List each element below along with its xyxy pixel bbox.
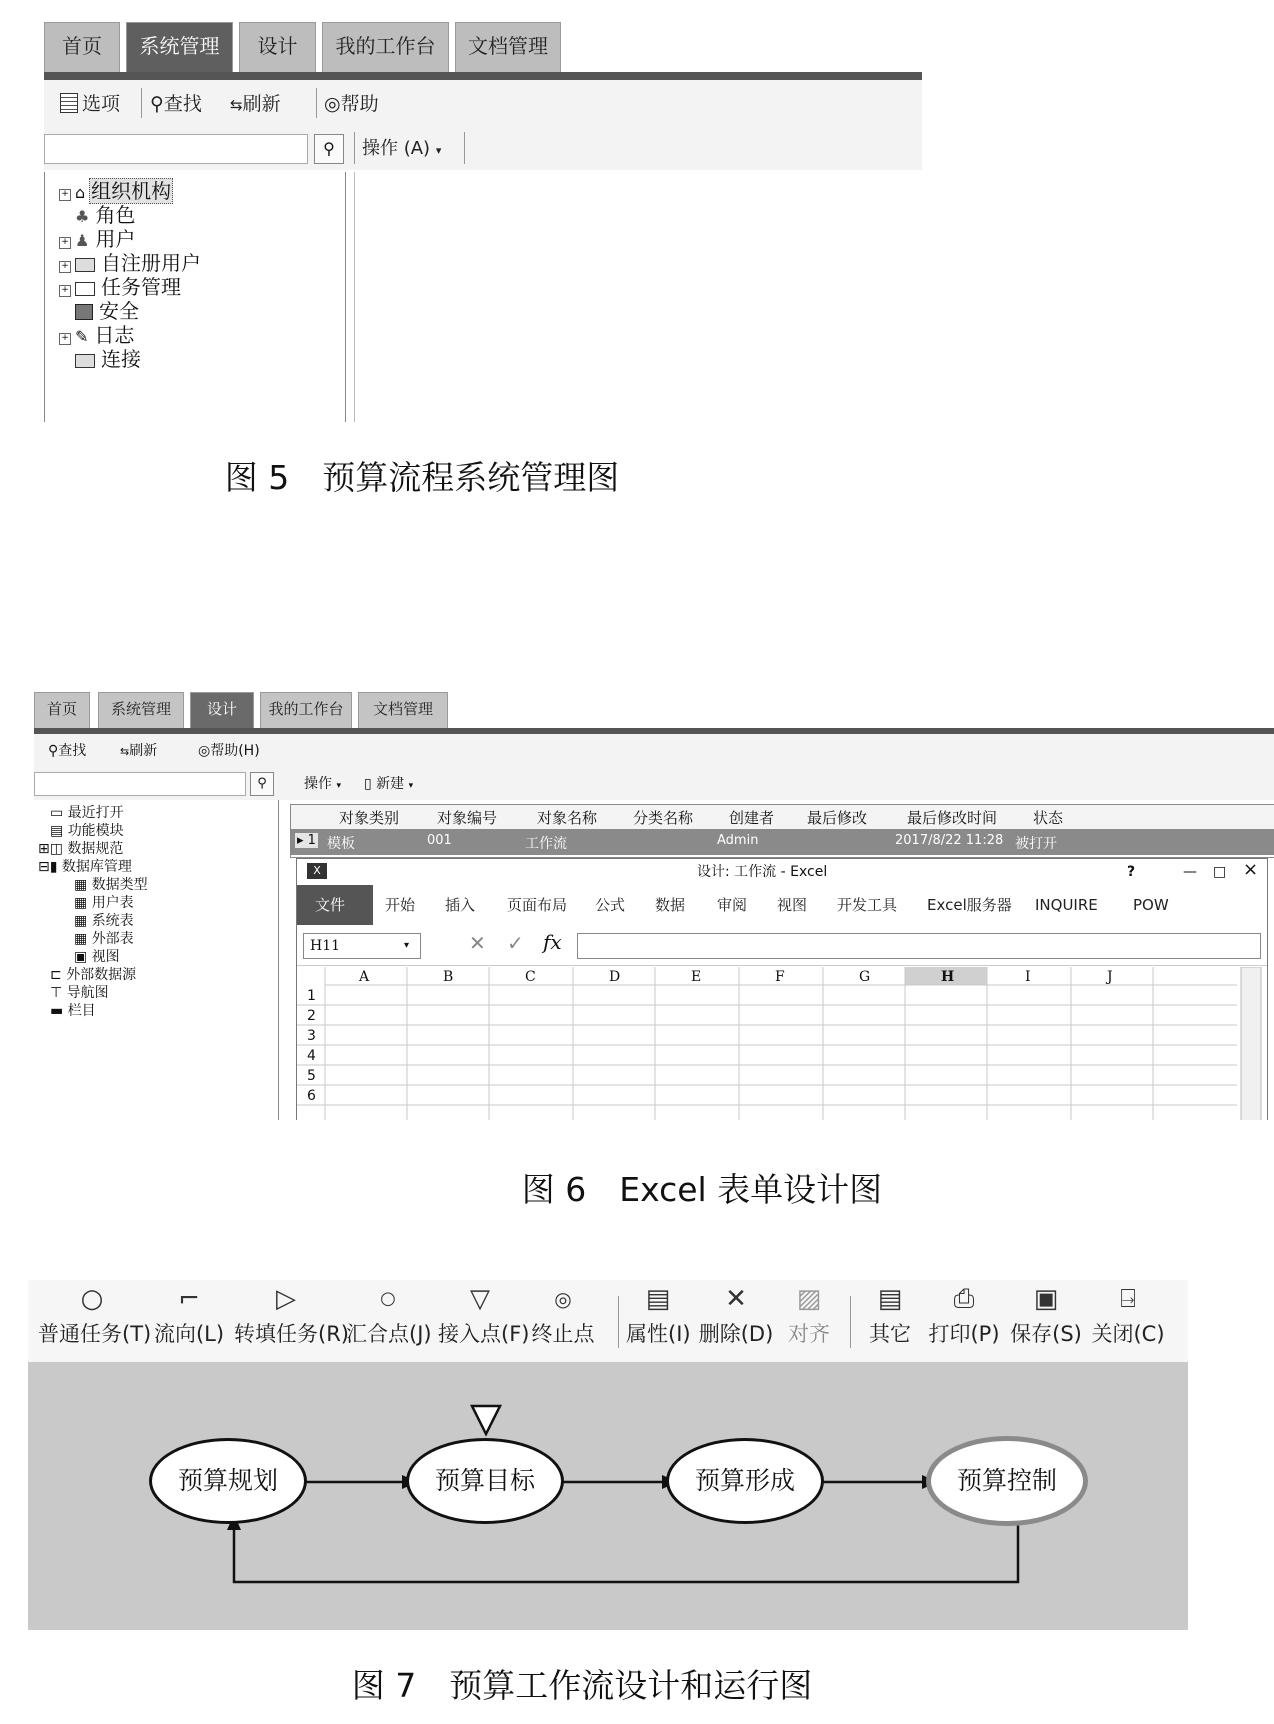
target-icon: ◎ (554, 1287, 572, 1311)
column-icon: ▬ (50, 1003, 64, 1019)
tree-label: 任务管理 (101, 275, 181, 299)
fig5-search-input[interactable] (44, 134, 308, 164)
database-icon: ▮ (49, 859, 58, 875)
excel-close-button[interactable]: × (1243, 859, 1259, 880)
end-point-button[interactable] (530, 1280, 596, 1348)
tool-label: 其它 (869, 1322, 911, 1346)
module-icon: ▤ (50, 823, 64, 839)
expand-icon: + (59, 285, 71, 297)
expand-icon: + (59, 189, 71, 201)
tree-item-view[interactable] (74, 948, 120, 966)
row-header-4[interactable]: 4 (307, 1048, 316, 1064)
tool-label: 接入点(F) (438, 1322, 530, 1346)
col-header-E[interactable]: E (691, 969, 702, 985)
tool-label: 打印(P) (928, 1322, 1000, 1346)
fig6-tree-panel (34, 800, 279, 1120)
fx-button[interactable]: fx (543, 930, 562, 954)
fig5-options-label: 选项 (82, 93, 121, 115)
col-header[interactable]: 分类名称 (633, 809, 694, 827)
options-icon (60, 93, 78, 113)
fig6-help-button[interactable] (198, 742, 260, 760)
expand-icon: + (59, 237, 71, 249)
fig5-operation-menu[interactable] (362, 136, 441, 164)
node-budget-control[interactable]: 预算控制 (926, 1436, 1088, 1526)
fig7-toolbar (28, 1280, 1188, 1362)
refresh-icon: ⇆ (230, 96, 243, 114)
name-box-value: H11 (310, 938, 341, 954)
refresh-icon: ⇆ (120, 745, 130, 758)
delete-icon: ✕ (725, 1284, 747, 1314)
tree-item-task[interactable] (59, 275, 181, 299)
view-icon: ▣ (74, 949, 88, 965)
other-button[interactable] (860, 1280, 920, 1348)
ribbon-tab-layout[interactable]: 页面布局 (507, 896, 568, 914)
flow-button[interactable] (152, 1280, 226, 1348)
tree-item-selfreg[interactable] (59, 251, 201, 275)
col-header[interactable]: 最后修改时间 (907, 809, 998, 827)
tree-label: 组织机构 (91, 179, 172, 203)
tree-item-usertable[interactable] (74, 894, 134, 912)
tool-label: 流向(L) (153, 1322, 225, 1346)
row-header-6[interactable]: 6 (307, 1088, 316, 1104)
tree-item-org[interactable] (59, 179, 173, 205)
toolbar-divider (464, 132, 465, 164)
cell[interactable]: 被打开 (1015, 836, 1057, 852)
exit-icon: ⍈ (1120, 1284, 1136, 1314)
print-icon: ⎙ (953, 1284, 975, 1314)
toolbar-divider (354, 132, 355, 164)
excel-titlebar (297, 859, 1267, 885)
excel-title: 设计: 工作流 - Excel (697, 864, 828, 880)
col-header[interactable]: 最后修改 (807, 809, 868, 827)
cell[interactable]: 2017/8/22 11:28 (895, 833, 1004, 848)
fig5-caption: 图 5 预算流程系统管理图 (224, 458, 620, 497)
tree-label: 数据规范 (67, 841, 124, 857)
tree-label: 数据类型 (91, 877, 148, 893)
fig5-toolbar (44, 80, 922, 129)
save-icon: ▣ (1033, 1284, 1059, 1314)
row-header-3[interactable]: 3 (307, 1028, 316, 1044)
ribbon-tab-developer[interactable]: 开发工具 (837, 896, 898, 914)
tree-label: 连接 (101, 347, 141, 371)
task-icon (75, 282, 95, 296)
excel-formula-bar (297, 925, 1267, 966)
chevron-down-icon: ▾ (408, 781, 414, 791)
expand-icon: + (59, 261, 71, 273)
fig5-tab-home[interactable]: 首页 (44, 22, 120, 72)
row-header-5[interactable]: 5 (307, 1068, 316, 1084)
tree-label: 用户 (95, 227, 136, 251)
ribbon-tab-file[interactable]: 文件 (315, 896, 346, 914)
align-icon: ▨ (796, 1284, 822, 1314)
folder-icon (75, 258, 95, 272)
search-icon: ⚲ (48, 743, 59, 759)
node-budget-planning[interactable]: 预算规划 (149, 1438, 307, 1524)
tree-item-modules[interactable] (50, 822, 124, 840)
search-icon: ⚲ (150, 93, 164, 115)
chevron-down-icon: ▾ (435, 144, 442, 157)
fig6-tab-home[interactable]: 首页 (34, 692, 90, 728)
tree-item-connection[interactable] (75, 347, 141, 371)
fig5-tab-design[interactable]: 设计 (239, 22, 316, 72)
tree-item-db[interactable]: ⊟▮ 数据库管理 (38, 859, 132, 875)
row-header-2[interactable]: 2 (307, 1008, 316, 1024)
cell[interactable]: 001 (427, 833, 452, 848)
fig6-window (34, 692, 1274, 1120)
tree-item-user[interactable] (59, 227, 135, 253)
navigation-icon: ⊤ (50, 985, 63, 1001)
fig5-content-panel (354, 172, 923, 422)
fig6-tabbar (34, 692, 1274, 734)
fig5-search-row (44, 128, 922, 170)
col-header[interactable]: 对象名称 (537, 809, 598, 827)
properties-button[interactable] (626, 1280, 690, 1348)
circle-icon: ○ (80, 1284, 104, 1314)
confirm-icon[interactable]: ✓ (507, 931, 524, 955)
tree-item-role[interactable] (75, 203, 135, 229)
help-icon: ◎ (324, 93, 341, 115)
formula-input[interactable] (577, 933, 1261, 959)
fig6-find-button[interactable] (48, 742, 86, 760)
home-icon: ⌂ (75, 183, 86, 202)
fig6-tab-docs[interactable]: 文档管理 (358, 692, 448, 728)
fig5-help-label: 帮助 (340, 93, 379, 115)
row-index: ▸ 1 (297, 833, 316, 848)
tree-item-security[interactable] (75, 299, 139, 323)
ribbon-tab-insert[interactable]: 插入 (445, 896, 476, 914)
tool-label: 普通任务(T) (38, 1322, 152, 1346)
tree-item-navmap[interactable] (50, 984, 109, 1002)
normal-task-button[interactable] (38, 1280, 152, 1348)
fig5-help-button[interactable] (324, 91, 379, 117)
fig6-help-label: 帮助(H) (210, 743, 260, 759)
col-header-B[interactable]: B (443, 969, 454, 985)
table-row[interactable] (291, 829, 1274, 855)
excel-icon: X (307, 863, 327, 879)
expand-icon: + (59, 333, 71, 345)
ribbon-tab-excelserver[interactable]: Excel服务器 (927, 896, 1012, 914)
node-budget-formation[interactable]: 预算形成 (666, 1438, 824, 1524)
tree-item-exttable[interactable] (74, 930, 134, 948)
fig5-tab-system[interactable]: 系统管理 (126, 22, 233, 72)
fig6-operation-label: 操作 (304, 776, 332, 792)
print-button[interactable] (926, 1280, 1002, 1348)
col-header[interactable]: 对象编号 (437, 809, 498, 827)
spec-icon: ◫ (49, 841, 63, 857)
tree-label: 外部表 (91, 931, 134, 947)
tree-label: 安全 (99, 299, 139, 323)
entry-point-button[interactable] (438, 1280, 530, 1348)
excel-minimize-button[interactable]: — (1183, 864, 1197, 880)
col-header-J[interactable]: J (1107, 969, 1113, 985)
ribbon-tab-review[interactable]: 审阅 (717, 896, 748, 914)
row-index-label: 1 (307, 833, 316, 848)
search-icon: ⚲ (257, 776, 267, 791)
tool-label: 转填任务(R) (234, 1322, 349, 1346)
fig5-tab-workbench[interactable]: 我的工作台 (322, 22, 449, 72)
tree-label: 功能模块 (67, 823, 124, 839)
fig5-refresh-label: 刷新 (242, 93, 281, 115)
fig5-refresh-button[interactable] (230, 91, 281, 118)
ribbon-tab-pow[interactable]: POW (1133, 896, 1169, 914)
tool-label: 属性(I) (626, 1322, 691, 1346)
fig7-caption: 图 7 预算工作流设计和运行图 (351, 1666, 813, 1705)
tree-item-recent[interactable] (50, 804, 124, 822)
datasource-icon: ⊏ (50, 967, 62, 983)
col-header-D[interactable]: D (609, 969, 621, 985)
ribbon-tab-view[interactable]: 视图 (777, 896, 808, 914)
col-header[interactable]: 创建者 (729, 809, 775, 827)
search-icon: ⚲ (323, 139, 335, 158)
tree-label: 视图 (91, 949, 120, 965)
table-icon: ▦ (74, 877, 88, 893)
workflow-canvas (28, 1362, 1188, 1630)
fig6-tab-system[interactable]: 系统管理 (98, 692, 184, 728)
table-icon: ▦ (74, 913, 88, 929)
fig6-refresh-label: 刷新 (129, 743, 158, 759)
tool-label: 汇合点(J) (346, 1322, 432, 1346)
cancel-icon[interactable]: ✕ (469, 931, 486, 955)
role-icon: ♣ (75, 207, 90, 226)
fig6-new-menu[interactable] (364, 775, 413, 795)
fig5-operation-label: 操作 (A) (362, 138, 431, 159)
fig5-search-button[interactable] (314, 134, 344, 164)
tree-item-spec[interactable]: ⊞◫ 数据规范 (38, 841, 124, 857)
ribbon-tab-formulas[interactable]: 公式 (595, 896, 626, 914)
small-circle-icon: ○ (380, 1288, 396, 1309)
user-icon: ♟ (75, 231, 90, 250)
toolbar-divider (141, 88, 142, 118)
name-box[interactable] (303, 933, 421, 959)
fig5-find-button[interactable] (150, 91, 202, 117)
flow-icon: ⌐ (178, 1284, 200, 1314)
tree-label: 日志 (94, 323, 135, 347)
transfer-task-button[interactable] (234, 1280, 349, 1348)
align-button[interactable] (780, 1280, 838, 1348)
fig6-search-input[interactable] (34, 772, 246, 796)
tree-item-systable[interactable] (74, 912, 134, 930)
properties-icon: ▤ (645, 1284, 671, 1314)
fig6-refresh-button[interactable] (120, 742, 157, 761)
cell[interactable]: Admin (717, 833, 759, 848)
excel-window (296, 858, 1268, 1120)
col-header-F[interactable]: F (775, 969, 785, 985)
fig6-caption: 图 6 Excel 表单设计图 (521, 1170, 883, 1209)
ribbon-tab-home[interactable]: 开始 (385, 896, 416, 914)
col-header-G[interactable]: G (859, 969, 871, 985)
close-button[interactable] (1090, 1280, 1166, 1348)
excel-maximize-button[interactable]: □ (1213, 864, 1227, 880)
fig6-new-label: 新建 (376, 776, 405, 792)
tree-label: 导航图 (66, 985, 109, 1001)
fig5-window (44, 22, 922, 422)
chevron-down-icon: ▾ (336, 781, 341, 791)
chevron-down-icon: ▾ (404, 940, 410, 951)
fig6-search-row (34, 768, 1274, 800)
fig6-grid-header (291, 805, 1274, 830)
fig7-window (28, 1280, 1188, 1630)
tool-label: 对齐 (788, 1322, 830, 1346)
other-icon: ▤ (877, 1284, 903, 1314)
tree-label: 角色 (95, 203, 136, 227)
fig6-operation-menu[interactable] (304, 775, 341, 795)
tree-label: 自注册用户 (101, 251, 201, 275)
new-file-icon: ▯ (364, 776, 372, 792)
excel-ribbon (297, 885, 1267, 925)
fig6-tab-design[interactable]: 设计 (190, 692, 254, 728)
fig6-grid (290, 804, 1274, 858)
fig5-options-button[interactable] (60, 91, 120, 117)
help-icon: ◎ (198, 743, 211, 759)
spreadsheet (297, 967, 1267, 1120)
col-header[interactable]: 对象类别 (339, 809, 400, 827)
fig5-tabbar (44, 22, 922, 80)
spreadsheet-grid (297, 967, 1267, 1120)
ribbon-tab-inquire[interactable]: INQUIRE (1035, 896, 1098, 914)
tree-label: 用户表 (91, 895, 134, 911)
tree-item-extsource[interactable] (50, 966, 136, 984)
fig5-tab-underline (44, 72, 922, 80)
toolbar-divider (850, 1296, 851, 1348)
folder-icon: ▭ (50, 805, 64, 821)
col-header-H[interactable]: H (941, 969, 955, 985)
save-button[interactable] (1008, 1280, 1084, 1348)
fig5-tree-panel (44, 172, 346, 422)
fig5-find-label: 查找 (163, 93, 202, 115)
cell[interactable]: 模板 (327, 836, 355, 852)
excel-help-button[interactable]: ? (1127, 864, 1136, 880)
toolbar-divider (316, 88, 317, 118)
table-icon: ▦ (74, 895, 88, 911)
col-header-C[interactable]: C (525, 969, 536, 985)
fig5-tab-docs[interactable]: 文档管理 (455, 22, 561, 72)
col-header[interactable]: 状态 (1033, 809, 1064, 827)
tool-label: 保存(S) (1010, 1322, 1082, 1346)
fig6-search-button[interactable] (250, 772, 274, 796)
join-point-button[interactable] (346, 1280, 430, 1348)
tree-label: 外部数据源 (66, 967, 137, 983)
tree-item-log[interactable] (59, 323, 134, 349)
row-header-1[interactable]: 1 (307, 988, 316, 1004)
col-header-I[interactable]: I (1025, 969, 1031, 985)
fig6-toolbar (34, 734, 1274, 769)
tree-label: 系统表 (91, 913, 134, 929)
tool-label: 终止点 (531, 1322, 595, 1346)
table-icon: ▦ (74, 931, 88, 947)
cell[interactable]: 工作流 (525, 836, 567, 852)
pentagon-icon: ▷ (276, 1284, 296, 1314)
tree-label: 数据库管理 (61, 859, 132, 875)
tree-label: 栏目 (67, 1003, 96, 1019)
tool-label: 关闭(C) (1091, 1322, 1165, 1346)
col-header-A[interactable]: A (359, 969, 370, 985)
fig6-tab-workbench[interactable]: 我的工作台 (260, 692, 352, 728)
triangle-down-icon: ▽ (470, 1284, 490, 1314)
security-icon (75, 304, 93, 320)
ribbon-tab-data[interactable]: 数据 (655, 896, 686, 914)
tool-label: 删除(D) (698, 1322, 774, 1346)
fig6-find-label: 查找 (58, 743, 87, 759)
delete-button[interactable] (698, 1280, 774, 1348)
node-budget-target[interactable]: 预算目标 (406, 1438, 564, 1524)
tree-item-datatype[interactable] (74, 876, 148, 894)
log-icon: ✎ (75, 327, 89, 346)
tree-label: 最近打开 (67, 805, 124, 821)
folder-icon (75, 354, 95, 368)
toolbar-divider (618, 1296, 619, 1348)
tree-item-column[interactable] (50, 1002, 96, 1020)
